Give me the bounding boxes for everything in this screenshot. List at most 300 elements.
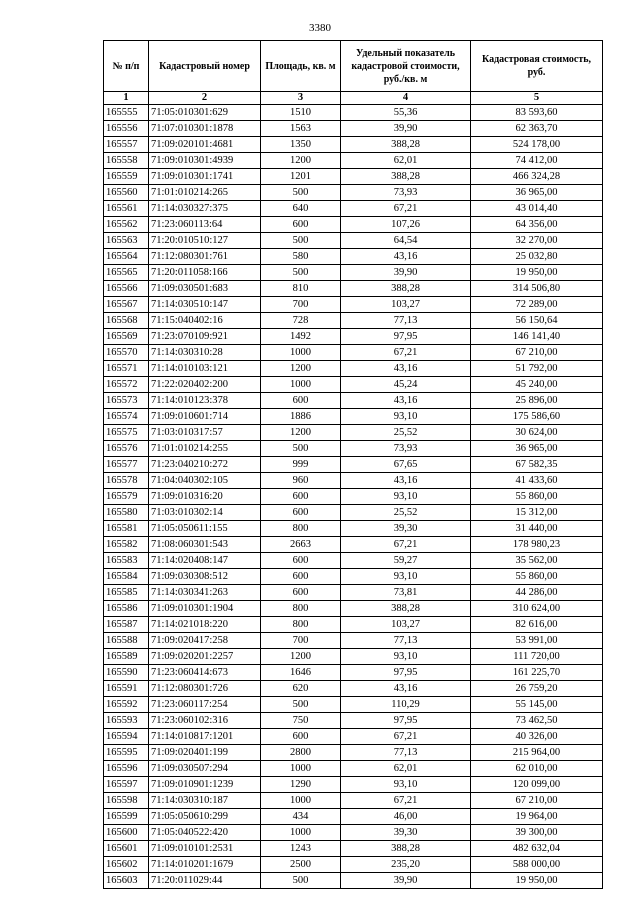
area-cell: 728 — [261, 313, 341, 329]
unit-rate-cell: 93,10 — [341, 409, 471, 425]
cadastral-number-cell: 71:20:011029:44 — [149, 873, 261, 889]
row-number-cell: 165560 — [104, 185, 149, 201]
area-cell: 580 — [261, 249, 341, 265]
cadastral-value-cell: 45 240,00 — [471, 377, 603, 393]
header-unit-rate: Удельный показатель кадастровой стоимости, руб./кв. м — [341, 41, 471, 92]
area-cell: 810 — [261, 281, 341, 297]
cadastral-number-cell: 71:01:010214:265 — [149, 185, 261, 201]
cadastral-value-cell: 82 616,00 — [471, 617, 603, 633]
cadastral-value-cell: 40 326,00 — [471, 729, 603, 745]
row-number-cell: 165561 — [104, 201, 149, 217]
row-number-cell: 165583 — [104, 553, 149, 569]
cadastral-value-cell: 55 860,00 — [471, 489, 603, 505]
row-number-cell: 165590 — [104, 665, 149, 681]
table-row — [104, 169, 603, 185]
table-row — [104, 617, 603, 633]
area-cell: 1000 — [261, 377, 341, 393]
row-number-cell: 165557 — [104, 137, 149, 153]
unit-rate-cell: 25,52 — [341, 425, 471, 441]
table-row — [104, 681, 603, 697]
row-number-cell: 165558 — [104, 153, 149, 169]
row-number-cell: 165555 — [104, 105, 149, 121]
header-cadastral-value: Кадастровая стоимость, руб. — [471, 41, 603, 92]
table-row — [104, 313, 603, 329]
row-number-cell: 165573 — [104, 393, 149, 409]
row-number-cell: 165566 — [104, 281, 149, 297]
header-cadastral-number: Кадастровый номер — [149, 41, 261, 92]
unit-rate-cell: 62,01 — [341, 153, 471, 169]
row-number-cell: 165585 — [104, 585, 149, 601]
unit-rate-cell: 59,27 — [341, 553, 471, 569]
cadastral-value-cell: 64 356,00 — [471, 217, 603, 233]
cadastral-value-cell: 51 792,00 — [471, 361, 603, 377]
table-row — [104, 377, 603, 393]
area-cell: 500 — [261, 873, 341, 889]
table-row — [104, 825, 603, 841]
column-number-row — [104, 92, 603, 105]
area-cell: 800 — [261, 521, 341, 537]
unit-rate-cell: 43,16 — [341, 249, 471, 265]
table-row — [104, 489, 603, 505]
cadastral-number-cell: 71:23:070109:921 — [149, 329, 261, 345]
row-number-cell: 165591 — [104, 681, 149, 697]
cadastral-number-cell: 71:03:010302:14 — [149, 505, 261, 521]
area-cell: 1563 — [261, 121, 341, 137]
row-number-cell: 165562 — [104, 217, 149, 233]
unit-rate-cell: 103,27 — [341, 297, 471, 313]
row-number-cell: 165559 — [104, 169, 149, 185]
table-row — [104, 329, 603, 345]
unit-rate-cell: 43,16 — [341, 473, 471, 489]
unit-rate-cell: 64,54 — [341, 233, 471, 249]
unit-rate-cell: 97,95 — [341, 329, 471, 345]
area-cell: 1000 — [261, 761, 341, 777]
table-row — [104, 185, 603, 201]
cadastral-value-cell: 83 593,60 — [471, 105, 603, 121]
unit-rate-cell: 67,21 — [341, 345, 471, 361]
area-cell: 600 — [261, 569, 341, 585]
unit-rate-cell: 46,00 — [341, 809, 471, 825]
cadastral-number-cell: 71:14:010201:1679 — [149, 857, 261, 873]
column-number: 2 — [149, 92, 261, 105]
row-number-cell: 165572 — [104, 377, 149, 393]
unit-rate-cell: 77,13 — [341, 745, 471, 761]
cadastral-number-cell: 71:09:010301:1741 — [149, 169, 261, 185]
unit-rate-cell: 39,30 — [341, 521, 471, 537]
table-row — [104, 105, 603, 121]
area-cell: 600 — [261, 553, 341, 569]
row-number-cell: 165600 — [104, 825, 149, 841]
table-row — [104, 393, 603, 409]
area-cell: 500 — [261, 697, 341, 713]
cadastral-value-cell: 19 950,00 — [471, 265, 603, 281]
cadastral-value-cell: 215 964,00 — [471, 745, 603, 761]
cadastral-number-cell: 71:09:020101:4681 — [149, 137, 261, 153]
cadastral-number-cell: 71:09:010301:1904 — [149, 601, 261, 617]
unit-rate-cell: 107,26 — [341, 217, 471, 233]
row-number-cell: 165578 — [104, 473, 149, 489]
cadastral-value-cell: 175 586,60 — [471, 409, 603, 425]
cadastral-number-cell: 71:09:010901:1239 — [149, 777, 261, 793]
cadastral-value-cell: 19 950,00 — [471, 873, 603, 889]
area-cell: 500 — [261, 265, 341, 281]
table-row — [104, 361, 603, 377]
unit-rate-cell: 67,21 — [341, 729, 471, 745]
cadastral-value-cell: 146 141,40 — [471, 329, 603, 345]
cadastral-number-cell: 71:09:010316:20 — [149, 489, 261, 505]
area-cell: 500 — [261, 233, 341, 249]
row-number-cell: 165603 — [104, 873, 149, 889]
row-number-cell: 165568 — [104, 313, 149, 329]
row-number-cell: 165570 — [104, 345, 149, 361]
table-row — [104, 713, 603, 729]
unit-rate-cell: 43,16 — [341, 681, 471, 697]
cadastral-number-cell: 71:09:020401:199 — [149, 745, 261, 761]
cadastral-number-cell: 71:12:080301:761 — [149, 249, 261, 265]
cadastral-number-cell: 71:09:010101:2531 — [149, 841, 261, 857]
cadastral-value-cell: 43 014,40 — [471, 201, 603, 217]
area-cell: 999 — [261, 457, 341, 473]
cadastral-value-cell: 44 286,00 — [471, 585, 603, 601]
cadastral-number-cell: 71:23:060113:64 — [149, 217, 261, 233]
unit-rate-cell: 73,81 — [341, 585, 471, 601]
cadastral-value-cell: 36 965,00 — [471, 185, 603, 201]
area-cell: 600 — [261, 217, 341, 233]
area-cell: 1646 — [261, 665, 341, 681]
row-number-cell: 165595 — [104, 745, 149, 761]
cadastral-value-cell: 74 412,00 — [471, 153, 603, 169]
table-row — [104, 425, 603, 441]
table-row — [104, 841, 603, 857]
table-row — [104, 265, 603, 281]
area-cell: 1243 — [261, 841, 341, 857]
unit-rate-cell: 93,10 — [341, 489, 471, 505]
cadastral-value-cell: 314 506,80 — [471, 281, 603, 297]
row-number-cell: 165567 — [104, 297, 149, 313]
table-row — [104, 553, 603, 569]
cadastral-value-cell: 32 270,00 — [471, 233, 603, 249]
unit-rate-cell: 388,28 — [341, 281, 471, 297]
area-cell: 1201 — [261, 169, 341, 185]
cadastral-number-cell: 71:09:030308:512 — [149, 569, 261, 585]
table-row — [104, 233, 603, 249]
row-number-cell: 165577 — [104, 457, 149, 473]
table-row — [104, 809, 603, 825]
cadastral-number-cell: 71:23:060117:254 — [149, 697, 261, 713]
table-body — [104, 105, 603, 889]
area-cell: 600 — [261, 729, 341, 745]
cadastral-number-cell: 71:03:010317:57 — [149, 425, 261, 441]
unit-rate-cell: 93,10 — [341, 777, 471, 793]
area-cell: 600 — [261, 585, 341, 601]
unit-rate-cell: 39,90 — [341, 265, 471, 281]
cadastral-number-cell: 71:23:060102:316 — [149, 713, 261, 729]
cadastral-number-cell: 71:14:021018:220 — [149, 617, 261, 633]
row-number-cell: 165569 — [104, 329, 149, 345]
area-cell: 1000 — [261, 825, 341, 841]
cadastral-value-cell: 524 178,00 — [471, 137, 603, 153]
table-row — [104, 857, 603, 873]
table-row — [104, 137, 603, 153]
header-row-number: № п/п — [104, 41, 149, 92]
unit-rate-cell: 97,95 — [341, 713, 471, 729]
area-cell: 1290 — [261, 777, 341, 793]
area-cell: 2663 — [261, 537, 341, 553]
table-row — [104, 777, 603, 793]
cadastral-number-cell: 71:05:050610:299 — [149, 809, 261, 825]
table-row — [104, 457, 603, 473]
table-row — [104, 697, 603, 713]
unit-rate-cell: 39,90 — [341, 121, 471, 137]
unit-rate-cell: 97,95 — [341, 665, 471, 681]
area-cell: 1000 — [261, 345, 341, 361]
row-number-cell: 165579 — [104, 489, 149, 505]
cadastral-number-cell: 71:09:010601:714 — [149, 409, 261, 425]
unit-rate-cell: 103,27 — [341, 617, 471, 633]
cadastral-value-cell: 36 965,00 — [471, 441, 603, 457]
row-number-cell: 165586 — [104, 601, 149, 617]
table-row — [104, 201, 603, 217]
column-number: 5 — [471, 92, 603, 105]
unit-rate-cell: 43,16 — [341, 393, 471, 409]
area-cell: 600 — [261, 393, 341, 409]
cadastral-value-cell: 25 896,00 — [471, 393, 603, 409]
table-row — [104, 569, 603, 585]
area-cell: 600 — [261, 489, 341, 505]
area-cell: 1200 — [261, 361, 341, 377]
table-row — [104, 345, 603, 361]
cadastral-value-cell: 15 312,00 — [471, 505, 603, 521]
row-number-cell: 165576 — [104, 441, 149, 457]
row-number-cell: 165594 — [104, 729, 149, 745]
cadastral-number-cell: 71:22:020402:200 — [149, 377, 261, 393]
cadastral-number-cell: 71:14:020408:147 — [149, 553, 261, 569]
area-cell: 2800 — [261, 745, 341, 761]
cadastral-value-cell: 67 210,00 — [471, 793, 603, 809]
cadastral-value-cell: 55 860,00 — [471, 569, 603, 585]
cadastral-value-cell: 588 000,00 — [471, 857, 603, 873]
cadastral-value-cell: 466 324,28 — [471, 169, 603, 185]
row-number-cell: 165575 — [104, 425, 149, 441]
table-row — [104, 601, 603, 617]
page-number: 3380 — [309, 22, 331, 34]
cadastral-number-cell: 71:08:060301:543 — [149, 537, 261, 553]
table-row — [104, 409, 603, 425]
row-number-cell: 165556 — [104, 121, 149, 137]
cadastral-value-cell: 67 210,00 — [471, 345, 603, 361]
table-row — [104, 281, 603, 297]
table-row — [104, 537, 603, 553]
area-cell: 640 — [261, 201, 341, 217]
area-cell: 700 — [261, 633, 341, 649]
area-cell: 1000 — [261, 793, 341, 809]
unit-rate-cell: 388,28 — [341, 169, 471, 185]
area-cell: 960 — [261, 473, 341, 489]
cadastral-value-cell: 67 582,35 — [471, 457, 603, 473]
cadastral-value-cell: 161 225,70 — [471, 665, 603, 681]
cadastral-number-cell: 71:14:030310:187 — [149, 793, 261, 809]
area-cell: 434 — [261, 809, 341, 825]
cadastral-value-table — [103, 40, 603, 889]
row-number-cell: 165599 — [104, 809, 149, 825]
unit-rate-cell: 39,90 — [341, 873, 471, 889]
unit-rate-cell: 67,21 — [341, 793, 471, 809]
area-cell: 600 — [261, 505, 341, 521]
column-number: 4 — [341, 92, 471, 105]
area-cell: 1510 — [261, 105, 341, 121]
cadastral-number-cell: 71:04:040302:105 — [149, 473, 261, 489]
row-number-cell: 165597 — [104, 777, 149, 793]
cadastral-value-cell: 73 462,50 — [471, 713, 603, 729]
area-cell: 1200 — [261, 153, 341, 169]
area-cell: 1350 — [261, 137, 341, 153]
cadastral-value-cell: 111 720,00 — [471, 649, 603, 665]
cadastral-number-cell: 71:12:080301:726 — [149, 681, 261, 697]
cadastral-number-cell: 71:14:030341:263 — [149, 585, 261, 601]
cadastral-number-cell: 71:14:010817:1201 — [149, 729, 261, 745]
row-number-cell: 165571 — [104, 361, 149, 377]
table-row — [104, 297, 603, 313]
cadastral-value-cell: 178 980,23 — [471, 537, 603, 553]
table-header-row — [104, 41, 603, 92]
unit-rate-cell: 73,93 — [341, 185, 471, 201]
row-number-cell: 165574 — [104, 409, 149, 425]
cadastral-number-cell: 71:20:011058:166 — [149, 265, 261, 281]
cadastral-value-cell: 482 632,04 — [471, 841, 603, 857]
unit-rate-cell: 388,28 — [341, 601, 471, 617]
table-row — [104, 473, 603, 489]
header-area: Площадь, кв. м — [261, 41, 341, 92]
cadastral-number-cell: 71:05:050611:155 — [149, 521, 261, 537]
cadastral-value-cell: 62 363,70 — [471, 121, 603, 137]
cadastral-number-cell: 71:09:030501:683 — [149, 281, 261, 297]
row-number-cell: 165588 — [104, 633, 149, 649]
table-row — [104, 649, 603, 665]
unit-rate-cell: 67,21 — [341, 537, 471, 553]
table-row — [104, 745, 603, 761]
row-number-cell: 165581 — [104, 521, 149, 537]
table-row — [104, 633, 603, 649]
area-cell: 800 — [261, 617, 341, 633]
area-cell: 1200 — [261, 649, 341, 665]
cadastral-number-cell: 71:09:010301:4939 — [149, 153, 261, 169]
cadastral-number-cell: 71:07:010301:1878 — [149, 121, 261, 137]
row-number-cell: 165592 — [104, 697, 149, 713]
cadastral-value-cell: 120 099,00 — [471, 777, 603, 793]
table-row — [104, 873, 603, 889]
area-cell: 1200 — [261, 425, 341, 441]
area-cell: 620 — [261, 681, 341, 697]
area-cell: 2500 — [261, 857, 341, 873]
table-row — [104, 249, 603, 265]
table-row — [104, 793, 603, 809]
cadastral-value-cell: 62 010,00 — [471, 761, 603, 777]
table-row — [104, 217, 603, 233]
table-row — [104, 505, 603, 521]
unit-rate-cell: 93,10 — [341, 649, 471, 665]
row-number-cell: 165563 — [104, 233, 149, 249]
cadastral-value-cell: 310 624,00 — [471, 601, 603, 617]
cadastral-value-cell: 35 562,00 — [471, 553, 603, 569]
cadastral-number-cell: 71:14:030327:375 — [149, 201, 261, 217]
area-cell: 750 — [261, 713, 341, 729]
row-number-cell: 165593 — [104, 713, 149, 729]
unit-rate-cell: 388,28 — [341, 841, 471, 857]
unit-rate-cell: 67,21 — [341, 201, 471, 217]
table-row — [104, 585, 603, 601]
row-number-cell: 165598 — [104, 793, 149, 809]
cadastral-number-cell: 71:01:010214:255 — [149, 441, 261, 457]
unit-rate-cell: 235,20 — [341, 857, 471, 873]
cadastral-value-cell: 55 145,00 — [471, 697, 603, 713]
unit-rate-cell: 45,24 — [341, 377, 471, 393]
cadastral-number-cell: 71:14:010103:121 — [149, 361, 261, 377]
area-cell: 1886 — [261, 409, 341, 425]
cadastral-value-cell: 39 300,00 — [471, 825, 603, 841]
cadastral-value-cell: 26 759,20 — [471, 681, 603, 697]
unit-rate-cell: 43,16 — [341, 361, 471, 377]
unit-rate-cell: 39,30 — [341, 825, 471, 841]
cadastral-number-cell: 71:09:020201:2257 — [149, 649, 261, 665]
area-cell: 700 — [261, 297, 341, 313]
table-row — [104, 521, 603, 537]
cadastral-value-cell: 41 433,60 — [471, 473, 603, 489]
unit-rate-cell: 110,29 — [341, 697, 471, 713]
column-number: 3 — [261, 92, 341, 105]
cadastral-value-cell: 72 289,00 — [471, 297, 603, 313]
row-number-cell: 165582 — [104, 537, 149, 553]
table-row — [104, 729, 603, 745]
cadastral-value-cell: 25 032,80 — [471, 249, 603, 265]
table-row — [104, 121, 603, 137]
cadastral-number-cell: 71:20:010510:127 — [149, 233, 261, 249]
cadastral-number-cell: 71:15:040402:16 — [149, 313, 261, 329]
cadastral-value-cell: 56 150,64 — [471, 313, 603, 329]
row-number-cell: 165601 — [104, 841, 149, 857]
unit-rate-cell: 73,93 — [341, 441, 471, 457]
unit-rate-cell: 77,13 — [341, 633, 471, 649]
cadastral-value-cell: 30 624,00 — [471, 425, 603, 441]
table-row — [104, 665, 603, 681]
table-row — [104, 441, 603, 457]
cadastral-number-cell: 71:05:010301:629 — [149, 105, 261, 121]
cadastral-number-cell: 71:23:040210:272 — [149, 457, 261, 473]
area-cell: 500 — [261, 441, 341, 457]
cadastral-number-cell: 71:14:010123:378 — [149, 393, 261, 409]
area-cell: 1492 — [261, 329, 341, 345]
unit-rate-cell: 77,13 — [341, 313, 471, 329]
cadastral-number-cell: 71:09:020417:258 — [149, 633, 261, 649]
row-number-cell: 165602 — [104, 857, 149, 873]
cadastral-value-cell: 53 991,00 — [471, 633, 603, 649]
cadastral-number-cell: 71:23:060414:673 — [149, 665, 261, 681]
unit-rate-cell: 25,52 — [341, 505, 471, 521]
table-row — [104, 761, 603, 777]
row-number-cell: 165584 — [104, 569, 149, 585]
unit-rate-cell: 67,65 — [341, 457, 471, 473]
cadastral-number-cell: 71:14:030510:147 — [149, 297, 261, 313]
row-number-cell: 165589 — [104, 649, 149, 665]
cadastral-number-cell: 71:09:030507:294 — [149, 761, 261, 777]
area-cell: 500 — [261, 185, 341, 201]
cadastral-number-cell: 71:14:030310:28 — [149, 345, 261, 361]
row-number-cell: 165564 — [104, 249, 149, 265]
unit-rate-cell: 93,10 — [341, 569, 471, 585]
table-row — [104, 153, 603, 169]
cadastral-value-cell: 31 440,00 — [471, 521, 603, 537]
cadastral-value-cell: 19 964,00 — [471, 809, 603, 825]
row-number-cell: 165580 — [104, 505, 149, 521]
